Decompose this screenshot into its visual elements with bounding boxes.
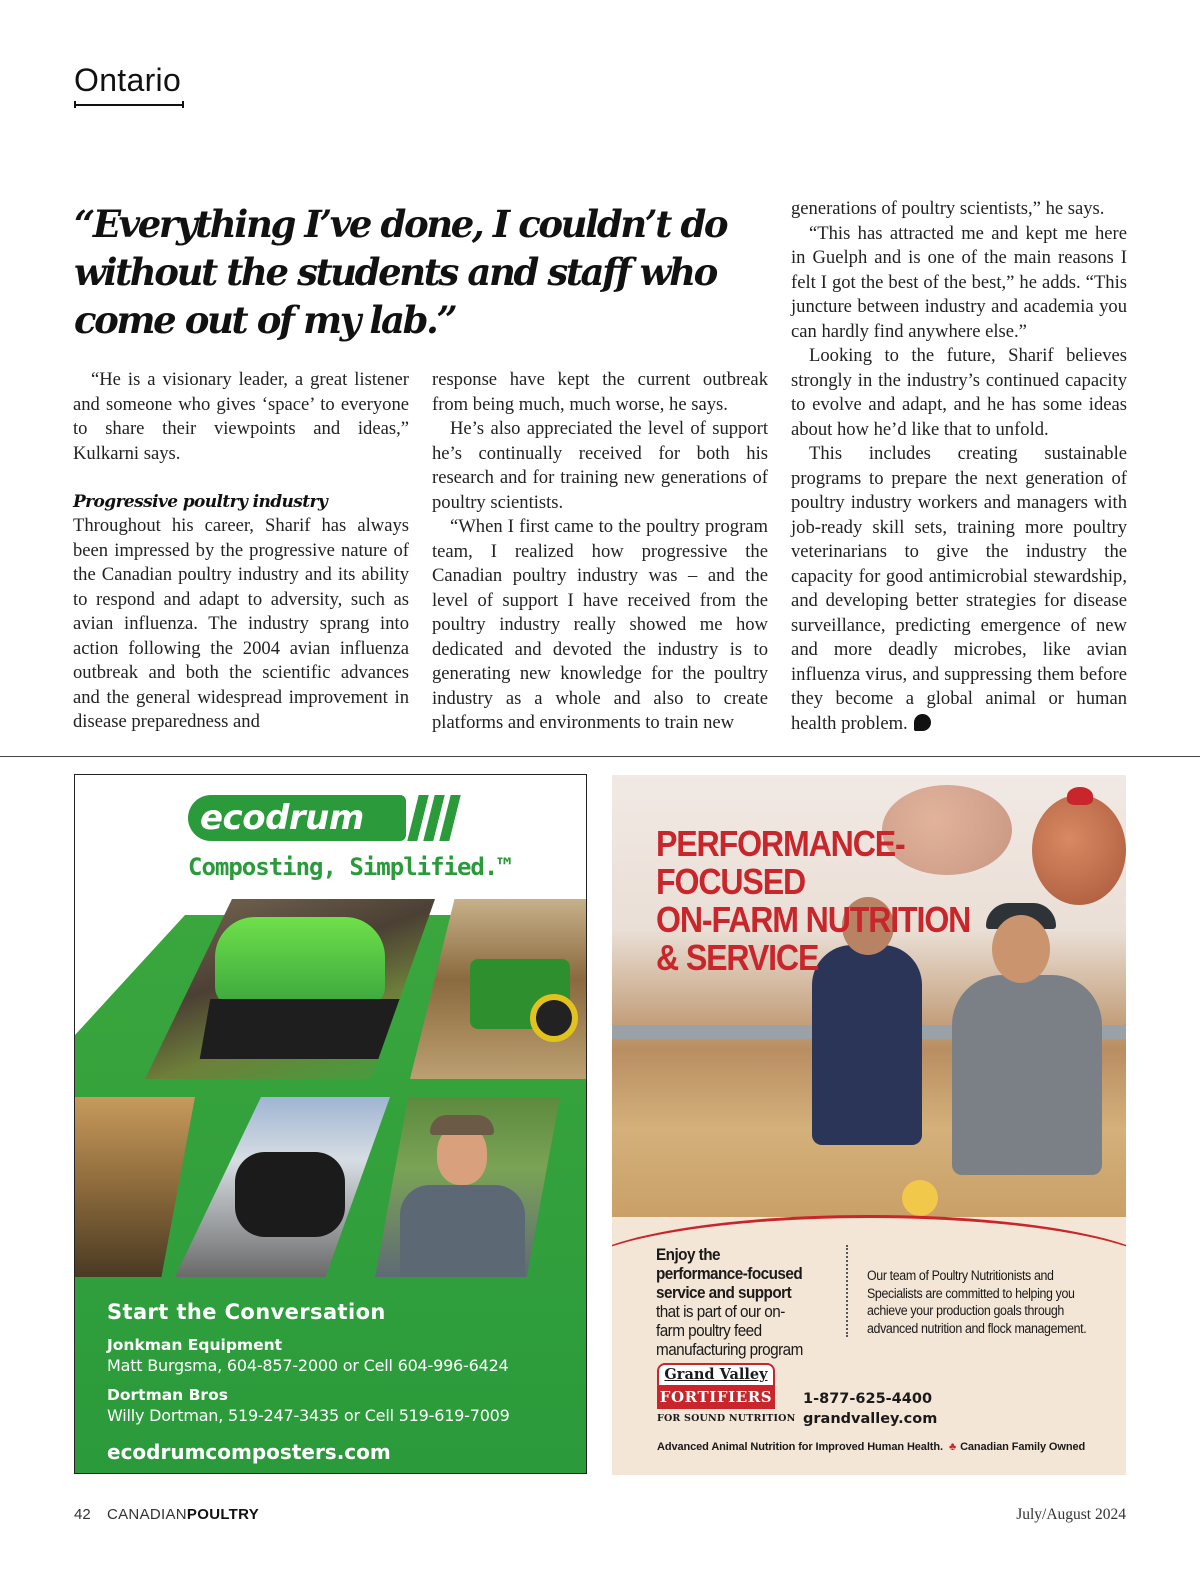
paragraph: response have kept the current outbreak from being much, much worse, he says. <box>432 369 768 415</box>
page-divider <box>0 756 1200 757</box>
ecodrum-tagline: Composting, Simplified.™ <box>188 853 511 881</box>
team-blurb: Our team of Poultry Nutritionists and Specialists are committed to helping you achieve your production goals through advanced nutrition and flock management. <box>867 1268 1087 1336</box>
dealer-name: Jonkman Equipment <box>107 1336 283 1354</box>
section-rule <box>74 104 184 106</box>
headline-line: ON-FARM NUTRITION <box>656 899 971 940</box>
subheading: Progressive poultry industry <box>73 492 328 512</box>
service-blurb-rest: that is part of our on-farm poultry feed manufacturing program <box>656 1302 803 1359</box>
magazine-name-bold: POULTRY <box>186 1506 260 1523</box>
ecodrum-website-link[interactable]: ecodrumcomposters.com <box>107 1440 391 1464</box>
maple-leaf-icon: ♣ <box>948 1441 957 1453</box>
ad-headline <box>656 825 1026 977</box>
issue-date: July/August 2024 <box>1016 1506 1126 1523</box>
fortifiers-logo: FORTIFIERS <box>657 1385 775 1409</box>
paragraph: He’s also appreciated the level of support he’s continually received for both his research and for training new generations of poultry scientists. <box>432 418 768 513</box>
service-blurb <box>656 1245 809 1359</box>
grand-valley-website-link[interactable]: grandvalley.com <box>803 1411 938 1427</box>
section-label: Ontario <box>74 62 182 98</box>
paragraph: Looking to the future, Sharif believes strongly in the industry’s continued capacity to evolve and adapt, and he has some ideas about how he’d like that to unfold. <box>791 345 1127 440</box>
grand-valley-advertisement[interactable] <box>612 775 1126 1475</box>
ad-footer <box>657 1441 1085 1453</box>
headline-line: & SERVICE <box>656 937 819 978</box>
hen-image <box>1032 795 1126 905</box>
ad-footer-slogan: Advanced Animal Nutrition for Improved Human Health. <box>657 1441 943 1453</box>
paragraph: “He is a visionary leader, a great listener and someone who gives ‘space’ to everyone to share their viewpoints and ideas,” Kulkarni says. <box>73 369 409 464</box>
headline-line: PERFORMANCE-FOCUSED <box>656 823 905 902</box>
ecodrum-logo-bars-icon <box>403 795 465 841</box>
grand-valley-logo: Grand Valley <box>657 1363 775 1385</box>
paragraph <box>791 442 1127 736</box>
phone-number[interactable]: 1-877-625-4400 <box>803 1391 933 1407</box>
dotted-separator <box>846 1245 848 1337</box>
farmer-figure <box>952 975 1102 1175</box>
magazine-name-light: CANADIAN <box>107 1506 187 1523</box>
magazine-name <box>107 1506 259 1523</box>
logo-subtitle: FOR SOUND NUTRITION <box>657 1413 796 1424</box>
cta-title: Start the Conversation <box>107 1300 386 1324</box>
pull-quote: “Everything I’ve done, I couldn’t do without the students and staff who come out of my lab.” <box>74 202 727 342</box>
paragraph: “When I first came to the poultry program team, I realized how progressive the Canadian poultry industry was – and the level of support I have received from the poultry industry really showed me how dedicated and devoted the industry is to generating new knowledge for the poultry industry as a whole and also to create platforms and environments to train new <box>432 516 768 733</box>
paragraph: generations of poultry scientists,” he says. <box>791 198 1105 219</box>
paragraph: “This has attracted me and kept me here in Guelph and is one of the main reasons I felt I got the best of the best,” he adds. “This juncture between industry and academia you can hardly find anywhere else.” <box>791 222 1127 342</box>
paragraph-text: This includes creating sustainable programs to prepare the next generation of poultry industry workers and managers with job-ready skill sets, training more poultry veterinarians to give the industry the capacity for good antimicrobial stewardship, and developing better strategies for disease surveillance, predicting emergence of new and more deadly microbes, like avian influenza virus, and suppressing them before they become a global animal or human health problem. <box>791 443 1127 734</box>
service-blurb-bold: Enjoy the performance-focused service and support <box>656 1245 803 1302</box>
paragraph: Throughout his career, Sharif has always been impressed by the progressive nature of the Canadian poultry industry and its ability to respond and adapt to adversity, such as avian influenza. The industry sprang into action following the 2004 avian influenza outbreak and both the scientific advances and the general widespread improvement in disease preparedness and <box>73 515 409 732</box>
dealer-name: Dortman Bros <box>107 1386 228 1404</box>
ecodrum-logo: ecodrum <box>188 795 406 841</box>
hen-comb <box>1067 787 1093 805</box>
dealer-contact: Willy Dortman, 519-247-3435 or Cell 519-619-7009 <box>107 1406 510 1425</box>
end-of-story-icon <box>914 714 931 731</box>
page-number: 42 <box>74 1506 91 1523</box>
article-column-3 <box>791 197 1127 736</box>
chick-image <box>902 1180 938 1216</box>
article-column-1 <box>73 368 409 735</box>
ecodrum-advertisement[interactable] <box>74 774 587 1474</box>
ad-footer-ownership: Canadian Family Owned <box>960 1441 1086 1453</box>
article-column-2 <box>432 368 768 736</box>
dealer-contact: Matt Burgsma, 604-857-2000 or Cell 604-996-6424 <box>107 1356 509 1375</box>
